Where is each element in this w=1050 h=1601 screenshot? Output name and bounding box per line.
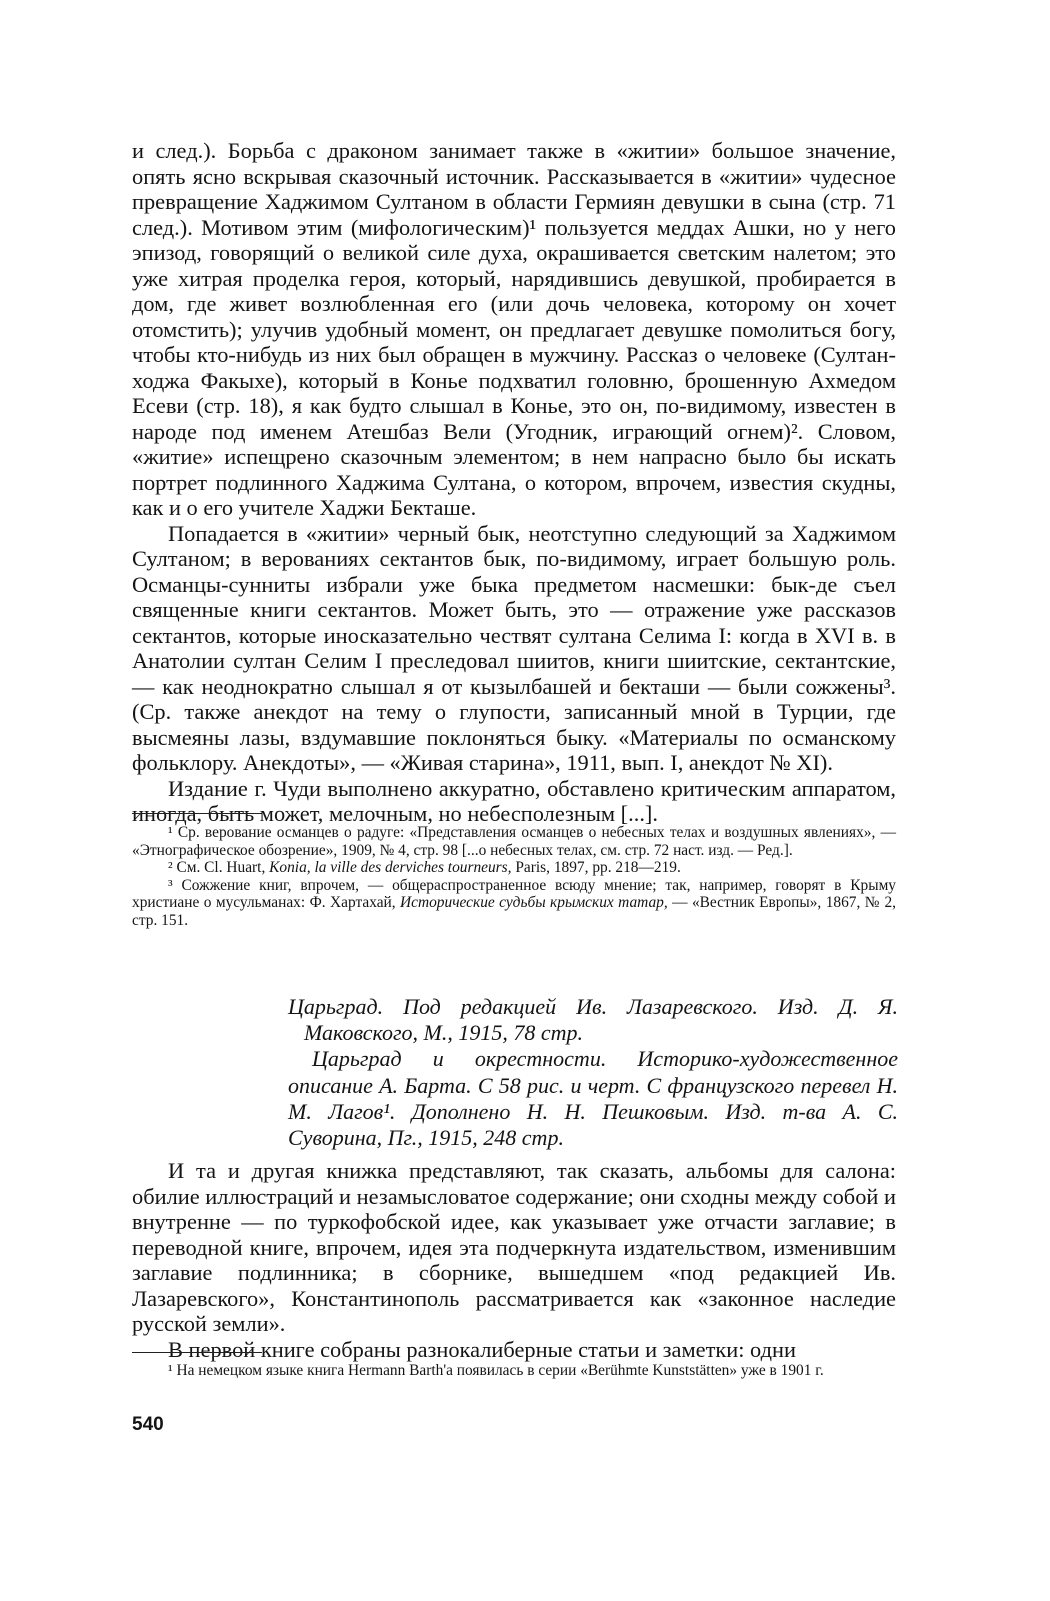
paragraph-1: и след.). Борьба с драконом занимает также в «житии» большое значение, опять ясно вскрывая сказочный источник. Рассказывается в «житии» чудесное превращение Хаджимом Султаном в области Гермиян девушки в сына (стр. 71 след.). Мотивом этим (мифологическим)¹ пользуется меддах Ашки, но у него эпизод, говорящий о великой силе духа, окрашивается светским налетом; это уже хитрая проделка героя, который, нарядившись девушкой, пробирается в дом, где живет возлюбленная его (или дочь человека, которому он хочет отомстить); улучив удобный момент, он предлагает девушке помолиться богу, чтобы кто-нибудь из них был обращен в мужчину. Рассказ о человеке (Султан-ходжа Факыхе), который в Конье подхватил головню, брошенную Ахмедом Есеви (стр. 18), я как будто слышал в Конье, это он, по-видимому, известен в народе под именем Атешбаз Вели (Угодник, играющий огнем)². Словом, «житие» испещрено сказочным элементом; в нем напрасно было бы искать портрет подлинного Хаджима Султана, о котором, впрочем, известия скудны, как и о его учителе Хаджи Бекташе. — [132, 138, 896, 520]
footnote-rule — [132, 813, 262, 814]
review-heading — [288, 994, 898, 1151]
footnote-3 — [132, 877, 896, 930]
footnote-rule-2 — [132, 1352, 262, 1353]
review-text — [132, 1158, 896, 1362]
footnote-3-suffix: — «Вестник Европы», 1867, № 2, стр. 151. — [132, 894, 896, 929]
footnote-2 — [132, 859, 896, 877]
review-paragraph-1: И та и другая книжка представляют, так сказать, альбомы для салона: обилие иллюстраций и незамысловатое содержание; они сходны между собой и внутренне — по туркофобской идее, как указывает уже отчасти заглавие; в переводной книге, впрочем, идея эта подчеркнута издательством, изменившим заглавие подлинника; в сборнике, вышедшем «под редакцией Ив. Лазаревского», Константинополь рассматривается как «законное наследие русской земли». — [132, 1158, 896, 1336]
footnote-3-title: Исторические судьбы крымских татар, — [400, 894, 668, 912]
review-heading-line-2: Царьград и окрестности. Историко-художественное описание А. Барта. С 58 рис. и черт. С французского перевел Н. М. Лагов¹. Дополнено Н. Н. Пешковым. Изд. т-ва А. С. Суворина, Пг., 1915, 248 стр. — [288, 1046, 898, 1151]
footnotes-section-2 — [132, 1362, 896, 1380]
footnote-2-suffix: Paris, 1897, pp. 218—219. — [511, 859, 681, 877]
review-paragraph-2: В первой книге собраны разнокалиберные статьи и заметки: одни — [168, 1336, 796, 1362]
review-heading-line-1: Царьград. Под редакцией Ив. Лазаревского. Изд. Д. Я. Маковского, М., 1915, 78 стр. — [288, 994, 898, 1046]
footnote-review-1: ¹ На немецком языке книга Hermann Barth'а появилась в серии «Berühmte Kunststätten» уже в 1901 г. — [168, 1362, 824, 1379]
page-number: 540 — [132, 1414, 164, 1435]
paragraph-3: Издание г. Чуди выполнено аккуратно, обставлено критическим аппаратом, иногда, быть может, мелочным, но небесполезным [...]. — [132, 775, 896, 826]
paragraph-2: Попадается в «житии» черный бык, неотступно следующий за Хаджимом Султаном; в верованиях сектантов бык, по-видимому, играет большую роль. Османцы-сунниты избрали уже быка предметом насмешки: бык-де съел священные книги сектантов. Может быть, это — отражение уже рассказов сектантов, которые иносказательно чествят султана Селима I: когда в XVI в. в Анатолии султан Селим I преследовал шиитов, книги шиитские, сектантские, — как неоднократно слышал я от кызылбашей и бекташи — были сожжены³. (Ср. также анекдот на тему о глупости, записанный мной в Турции, где высмеяны лазы, вздумавшие поклоняться быку. «Материалы по османскому фольклору. Анекдоты», — «Живая старина», 1911, вып. I, анекдот № XI). — [132, 520, 896, 775]
footnote-1: ¹ Ср. верование османцев о радуге: «Представления османцев о небесных телах и воздушных явлениях», — «Этнографическое обозрение», 1909, № 4, стр. 98 [...о небесных телах, см. стр. 72 наст. изд. — Ред.]. — [132, 824, 896, 859]
main-text — [132, 138, 896, 827]
footnote-3-prefix: ³ Сожжение книг, впрочем, — общераспространенное всюду мнение; так, например, говорят в Крыму христиане о мусульманах: Ф. Хартахай, — [132, 876, 896, 912]
footnote-2-title: Konia, la ville des derviches tourneurs, — [269, 859, 512, 877]
footnotes-section — [132, 824, 896, 930]
footnote-2-prefix: ² См. Cl. Huart, — [168, 859, 270, 877]
